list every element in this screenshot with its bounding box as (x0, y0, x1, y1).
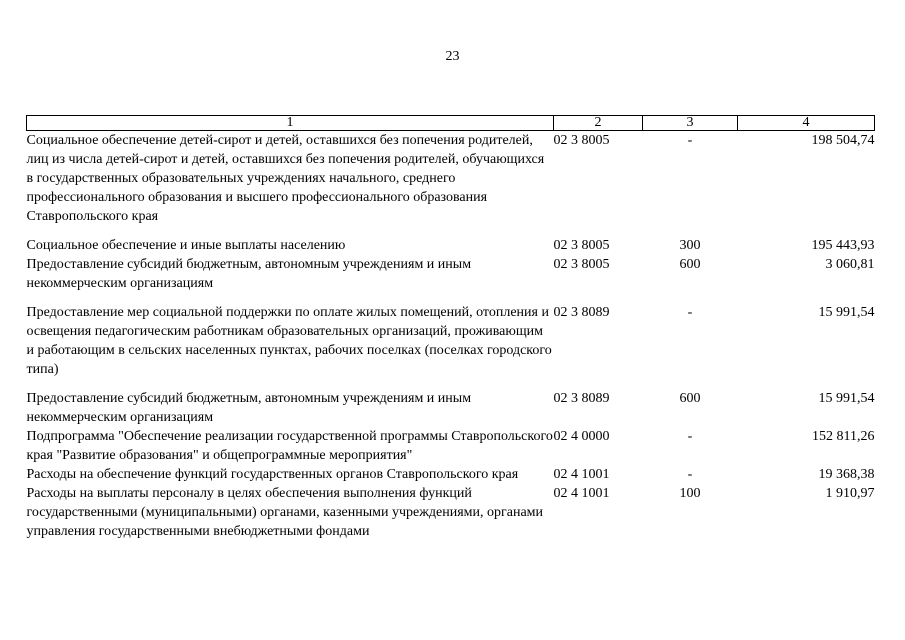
row-amount: 1 910,97 (825, 486, 875, 501)
table-row (27, 131, 875, 237)
row-code: 02 4 0000 (553, 429, 610, 444)
row-type: - (687, 467, 693, 482)
row-amount: 152 811,26 (812, 429, 875, 444)
row-amount: 195 443,93 (811, 238, 875, 253)
row-code: 02 4 1001 (553, 486, 610, 501)
row-code: 02 3 8005 (553, 238, 610, 253)
table-header-row (27, 116, 875, 131)
row-code: 02 3 8005 (553, 133, 610, 148)
row-type: 300 (679, 238, 701, 253)
row-amount: 15 991,54 (818, 305, 875, 320)
header-col-2: 2 (554, 116, 643, 131)
row-amount: 19 368,38 (818, 467, 875, 482)
table-row (27, 303, 875, 389)
row-amount: 3 060,81 (825, 257, 875, 272)
row-type: 600 (679, 391, 701, 406)
table-row (27, 465, 875, 484)
row-amount: 198 504,74 (811, 133, 875, 148)
table-row (27, 484, 875, 541)
row-type: - (687, 429, 693, 444)
row-name: Расходы на выплаты персоналу в целях обеспечения выполнения функций государственными (муниципальными) органами, казенными учреждениями, органами управления государственными внебюджетными фондами (26, 486, 544, 539)
table-row (27, 255, 875, 303)
row-name: Социальное обеспечение и иные выплаты населению (26, 238, 346, 253)
row-amount: 15 991,54 (818, 391, 875, 406)
row-name: Предоставление субсидий бюджетным, автономным учреждениям и иным некоммерческим организациям (26, 391, 472, 425)
row-type: - (687, 133, 693, 148)
row-type: 600 (679, 257, 701, 272)
budget-table (26, 115, 875, 541)
row-name: Предоставление субсидий бюджетным, автономным учреждениям и иным некоммерческим организациям (26, 257, 472, 291)
row-type: 100 (679, 486, 701, 501)
row-name: Расходы на обеспечение функций государственных органов Ставропольского края (26, 467, 519, 482)
row-type: - (687, 305, 693, 320)
header-col-3: 3 (643, 116, 738, 131)
row-name: Предоставление мер социальной поддержки по оплате жилых помещений, отопления и освещения педагогическим работникам образовательных организаций, проживающим и работающим в сельских населенных пунктах, рабочих поселках (поселках городского типа) (26, 305, 552, 377)
table-row (27, 389, 875, 427)
row-code: 02 3 8089 (553, 305, 610, 320)
row-code: 02 4 1001 (553, 467, 610, 482)
header-col-1: 1 (27, 116, 554, 131)
row-name: Подпрограмма "Обеспечение реализации государственной программы Ставропольского края "Развитие образования" и общепрограммные мероприятия" (26, 429, 553, 463)
page-number: 23 (445, 49, 460, 64)
row-code: 02 3 8089 (553, 391, 610, 406)
table-row (27, 427, 875, 465)
row-name: Социальное обеспечение детей-сирот и детей, оставшихся без попечения родителей, лиц из числа детей-сирот и детей, оставшихся без попечения родителей, обучающихся в государственных образовательных учреждениях начального, среднего профессионального образования и высшего профессионального образования Ставропольского края (26, 133, 545, 224)
header-col-4: 4 (738, 116, 875, 131)
table-row (27, 236, 875, 255)
row-code: 02 3 8005 (553, 257, 610, 272)
